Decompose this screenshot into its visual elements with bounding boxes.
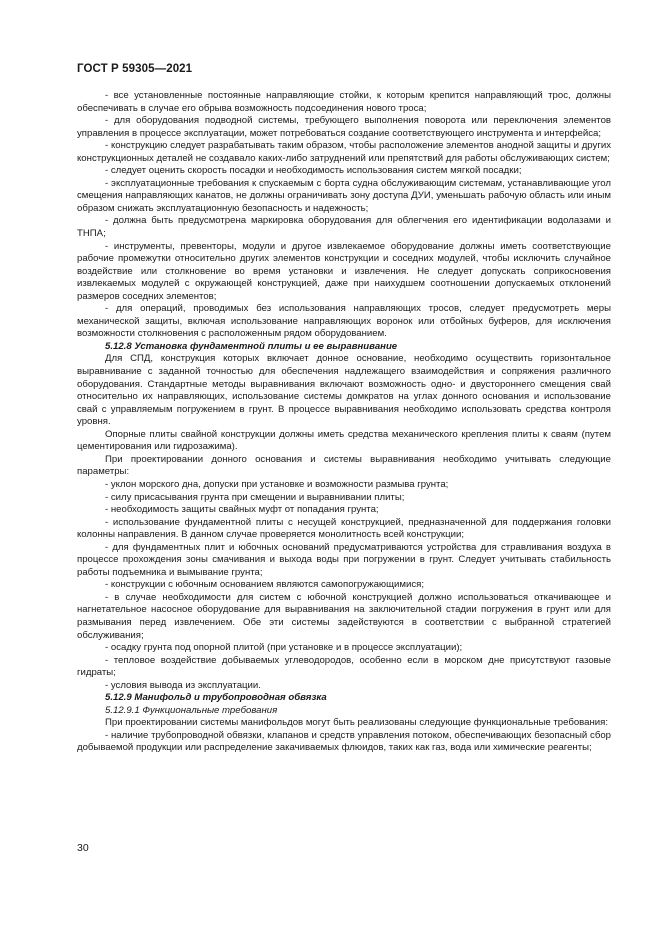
subsection-heading: 5.12.9.1 Функциональные требования xyxy=(105,704,278,716)
section-heading: 5.12.9 Манифольд и трубопроводная обвязка xyxy=(105,692,327,704)
paragraph: При проектировании системы манифольдов могут быть реализованы следующие функциональные требования: xyxy=(105,717,609,729)
list-item: - для оборудования подводной системы, требующего выполнения поворота или переключения элементов управления в процессе эксплуатации, может потребоваться создание соответствующего инструмента и интерфейса; xyxy=(77,115,611,139)
document-header: ГОСТ Р 59305—2021 xyxy=(77,63,193,75)
list-item: - конструкцию следует разрабатывать таким образом, чтобы расположение элементов анодной защиты и других конструкционных деталей не создавало каких-либо затруднений или препятствий для работы обслуживающих систем; xyxy=(77,140,611,164)
list-item: - использование фундаментной плиты с несущей конструкцией, предназначенной для поддержания головки колонны направления. В данном случае проверяется монолитность всей конструкции; xyxy=(77,516,611,541)
list-item: - наличие трубопроводной обвязки, клапанов и средств управления потоком, обеспечивающих безопасный сбор добываемой продукции или распределение закачиваемых флюидов, таких как газ, вода или химические реагенты; xyxy=(77,729,611,754)
list-item: - необходимость защиты свайных муфт от попадания грунта; xyxy=(105,504,379,516)
list-item: - эксплуатационные требования к спускаемым с борта судна обслуживающим системам, устанавливающие угол смещения направляющих канатов, не должны ограничивать зону доступа ДУИ, уменьшать рабочую область или иным образом снижать эксплуатационную безопасность и надежность; xyxy=(77,177,611,214)
paragraph: Для СПД, конструкция которых включает донное основание, необходимо осуществить горизонтальное выравнивание с заданной точностью для обеспечения надлежащего взаимодействия и сопряжения различного оборудования. Стандартные методы выравнивания включают возможность одно- и двустороннего смещения свай относительно их направляющих, использование системы домкратов на углах донного основания и использование свай с управляемым погружением в грунт. В процессе выравнивания необходимо использовать средства контроля уровня. xyxy=(77,353,611,428)
list-item: - силу присасывания грунта при смещении и выравнивании плиты; xyxy=(105,491,405,503)
list-item: - условия вывода из эксплуатации. xyxy=(105,679,261,691)
paragraph: При проектировании донного основания и системы выравнивания необходимо учитывать следующие параметры: xyxy=(77,453,611,478)
paragraph: Опорные плиты свайной конструкции должны иметь средства механического крепления плиты к сваям (путем цементирования или гидрозажима). xyxy=(77,428,611,453)
list-item: - для фундаментных плит и юбочных оснований предусматриваются устройства для стравливания воздуха в процессе прохождения зоны смачивания и выхода воды при погружении в грунт. Следует учитывать стабильность работы подъемника и вымывание грунта; xyxy=(77,541,611,578)
list-item: - должна быть предусмотрена маркировка оборудования для облегчения его идентификации водолазами и ТНПА; xyxy=(77,215,611,240)
list-item: - конструкции с юбочным основанием являются самопогружающимися; xyxy=(105,579,424,591)
document-body xyxy=(77,90,611,755)
list-item: - уклон морского дна, допуски при установке и возможности размыва грунта; xyxy=(105,478,449,490)
section-heading: 5.12.8 Установка фундаментной плиты и ее выравнивание xyxy=(105,340,398,352)
list-item: - все установленные постоянные направляющие стойки, к которым крепится направляющий трос, должны обеспечивать в случае его обрыва возможность подсоединения нового троса; xyxy=(77,90,611,114)
list-item: - инструменты, превенторы, модули и другое извлекаемое оборудование должны иметь соответствующие рабочие промежутки относительно других элементов конструкции и соседних модулей, чтобы исключить случайное воздействие или столкновение во время установки и извлечения. Не следует допускать соприкосновения извлекаемых модулей с окружающей конструкцией, даже при наихудшем соотношении допускаемых отклонений размеров соседних элементов; xyxy=(77,240,611,302)
list-item: - для операций, проводимых без использования направляющих тросов, следует предусмотреть меры механической защиты, включая использование направляющих воронок или отбойных буферов, для исключения возможности столкновения с расположенным рядом оборудованием. xyxy=(77,303,611,340)
list-item: - в случае необходимости для систем с юбочной конструкцией должно использоваться откачивающее и нагнетательное насосное оборудование для выравнивания на заключительной стадии погружения в грунт или для размывания перед извлечением. Обе эти системы задействуются в соответствии с выбранной стратегией обслуживания; xyxy=(77,591,611,641)
list-item: - следует оценить скорость посадки и необходимость использования систем мягкой посадки; xyxy=(105,165,522,177)
page-number: 30 xyxy=(77,842,89,854)
list-item: - тепловое воздействие добываемых углеводородов, особенно если в морском дне присутствуют газовые гидраты; xyxy=(77,654,611,679)
list-item: - осадку грунта под опорной плитой (при установке и в процессе эксплуатации); xyxy=(105,642,463,654)
